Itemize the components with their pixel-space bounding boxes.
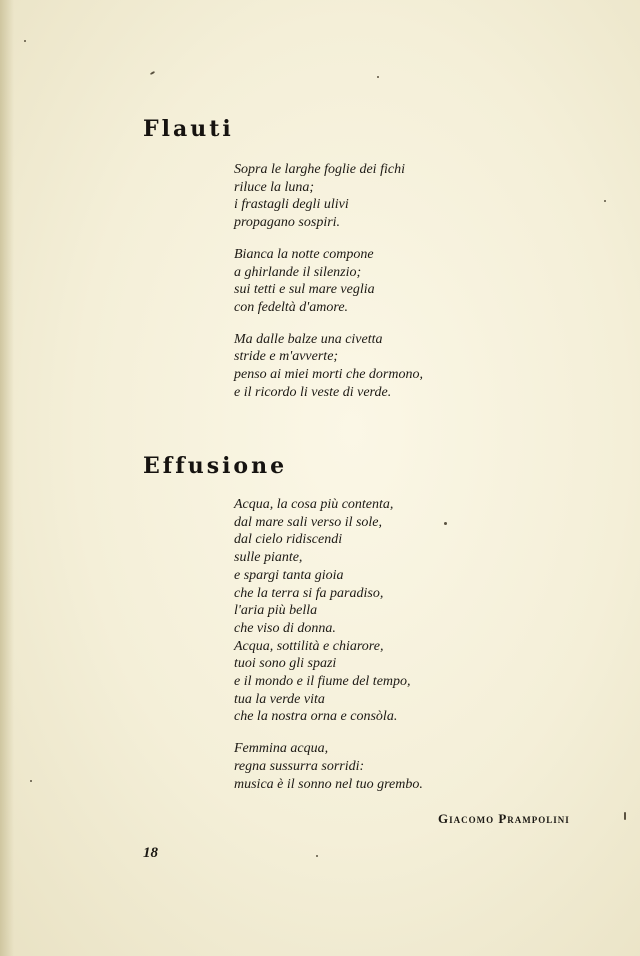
poem-line: Acqua, la cosa più contenta, [234,497,394,512]
poem-line: Ma dalle balze una civetta [234,331,383,347]
stanza [234,331,614,402]
poem-line: dal mare sali verso il sole, [234,514,383,530]
poem-line: stride e m'avverte; [234,349,339,365]
poem-line: riluce la luna; [234,179,315,195]
poem-line: Bianca la notte compone [234,246,374,262]
paper-speck [150,71,155,75]
poem-line: tua la verde vita [234,691,325,707]
poem-line: Femmina acqua, [234,741,329,757]
poem-title-flauti: Flauti [143,116,234,142]
poem-line: dal cielo ridiscendi [234,532,343,548]
poem-line: e il ricordo li veste di verde. [234,384,392,400]
stanza [234,246,614,317]
poem-line: i frastagli degli ulivi [234,197,349,213]
poem-line: musica è il sonno nel tuo grembo. [234,776,423,792]
paper-speck [30,780,32,782]
paper-speck [624,812,626,820]
stanza [234,740,614,793]
poem-line: propagano sospiri. [234,215,341,231]
poem-flauti [234,161,614,415]
poem-line: sulle piante, [234,550,303,566]
poem-line: Acqua, sottilità e chiarore, [234,638,384,654]
stanza [234,496,614,726]
poem-line: penso ai miei morti che dormono, [234,367,423,383]
page-number: 18 [143,845,158,861]
paper-speck [604,200,606,202]
poem-line: e il mondo e il fiume del tempo, [234,674,411,690]
paper-speck [316,855,318,857]
poem-line: che la nostra orna e consòla. [234,709,398,725]
poem-line: l'aria più bella [234,603,318,619]
poem-line: che viso di donna. [234,620,336,636]
poem-title-effusione: Effusione [143,453,288,479]
poem-line: Sopra le larghe foglie dei fichi [234,162,405,177]
paper-speck [377,76,379,78]
poem-line: che la terra si fa paradiso, [234,585,384,601]
poem-line: con fedeltà d'amore. [234,299,349,315]
poem-line: sui tetti e sul mare veglia [234,282,375,298]
poem-line: regna sussurra sorridi: [234,758,365,774]
author-signature: Giacomo Prampolini [438,811,570,826]
poem-line: a ghirlande il silenzio; [234,264,362,280]
stanza [234,161,614,232]
poem-effusione [234,496,614,807]
poem-line: tuoi sono gli spazi [234,656,337,672]
paper-speck [444,522,447,525]
paper-speck [24,40,26,42]
poem-line: e spargi tanta gioia [234,567,344,583]
